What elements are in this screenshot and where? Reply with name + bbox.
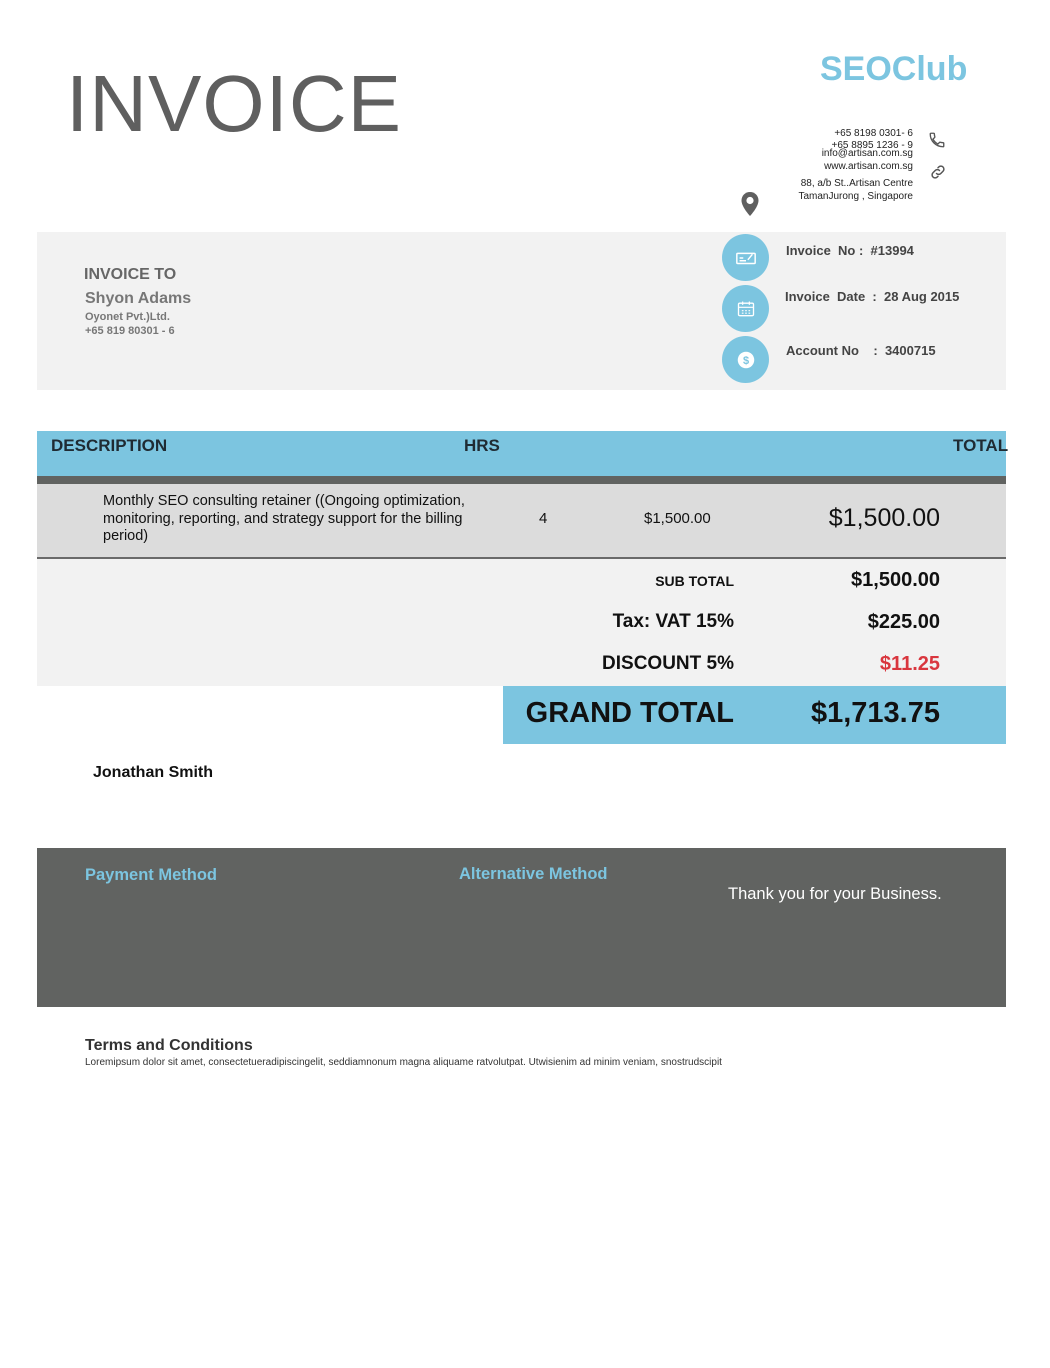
invoice-date-row <box>785 289 959 304</box>
terms-text: Loremipsum dolor sit amet, consectetueradipiscingelit, seddiamnonum magna aliquame ratvolutpat. Utwisienim ad minim veniam, snostrudscipit <box>85 1057 722 1068</box>
subtotal-value: $1,500.00 <box>851 569 940 591</box>
client-phone: +65 819 80301 - 6 <box>85 325 175 337</box>
contact-address-line-1: 88, a/b St..Artisan Centre <box>800 178 913 189</box>
phone-icon <box>928 131 946 149</box>
invoice-number-label: Invoice No : <box>786 243 864 258</box>
account-number-badge <box>722 336 769 383</box>
contact-email: info@artisan.com.sg <box>821 148 913 159</box>
contact-phone-1: +65 8198 0301- 6 <box>834 128 913 139</box>
alternative-method-heading: Alternative Method <box>459 865 608 883</box>
terms-heading: Terms and Conditions <box>85 1037 253 1054</box>
payment-method-heading: Payment Method <box>85 866 218 884</box>
invoice-number-value: #13994 <box>870 243 914 258</box>
line-item-hrs: 4 <box>539 510 548 527</box>
invoice-date-label: Invoice Date : <box>785 289 877 304</box>
location-pin-icon <box>740 191 760 217</box>
thank-you-message: Thank you for your Business. <box>728 885 942 903</box>
discount-label: DISCOUNT 5% <box>602 653 734 674</box>
cheque-icon <box>735 247 757 269</box>
contact-phone-2: +65 8895 1236 - 9 <box>831 140 913 151</box>
tax-label: Tax: VAT 15% <box>612 611 734 632</box>
line-item-amount: $1,500.00 <box>828 504 940 532</box>
line-item-rate: $1,500.00 <box>644 510 711 527</box>
invoice-date-value: 28 Aug 2015 <box>883 289 960 304</box>
grand-total-value: $1,713.75 <box>810 697 940 729</box>
subtotal-label: SUB TOTAL <box>655 573 734 589</box>
brand-logo-text: SEOClub <box>820 50 968 88</box>
table-header-divider <box>37 476 1006 484</box>
table-header <box>37 431 1009 476</box>
grand-total-label: GRAND TOTAL <box>525 697 734 729</box>
svg-text:$: $ <box>742 354 749 367</box>
invoice-to-heading: INVOICE TO <box>84 266 177 283</box>
document-title: INVOICE <box>66 59 402 148</box>
client-name: Shyon Adams <box>85 290 192 307</box>
tax-value: $225.00 <box>867 611 940 633</box>
invoice-date-badge <box>722 285 769 332</box>
dollar-coin-icon <box>735 349 757 371</box>
calendar-icon <box>736 299 756 319</box>
signatory-name: Jonathan Smith <box>93 764 214 781</box>
client-company: Oyonet Pvt.)Ltd. <box>85 311 170 323</box>
column-header-total: TOTAL <box>953 436 1009 455</box>
column-header-description: DESCRIPTION <box>51 436 168 455</box>
contact-address-line-2: TamanJurong , Singapore <box>798 191 913 202</box>
account-number-row <box>786 343 936 358</box>
discount-value: $11.25 <box>879 653 940 675</box>
contact-website: www.artisan.com.sg <box>824 161 913 172</box>
line-item-description: Monthly SEO consulting retainer ((Ongoing optimization, monitoring, reporting, and strategy support for the billing period) <box>103 493 465 544</box>
column-header-hrs: HRS <box>464 436 500 455</box>
invoice-number-badge <box>722 234 769 281</box>
account-number-value: 3400715 <box>884 343 936 358</box>
link-icon <box>929 163 947 181</box>
account-number-label: Account No : <box>786 343 878 358</box>
invoice-number-row <box>786 243 914 258</box>
